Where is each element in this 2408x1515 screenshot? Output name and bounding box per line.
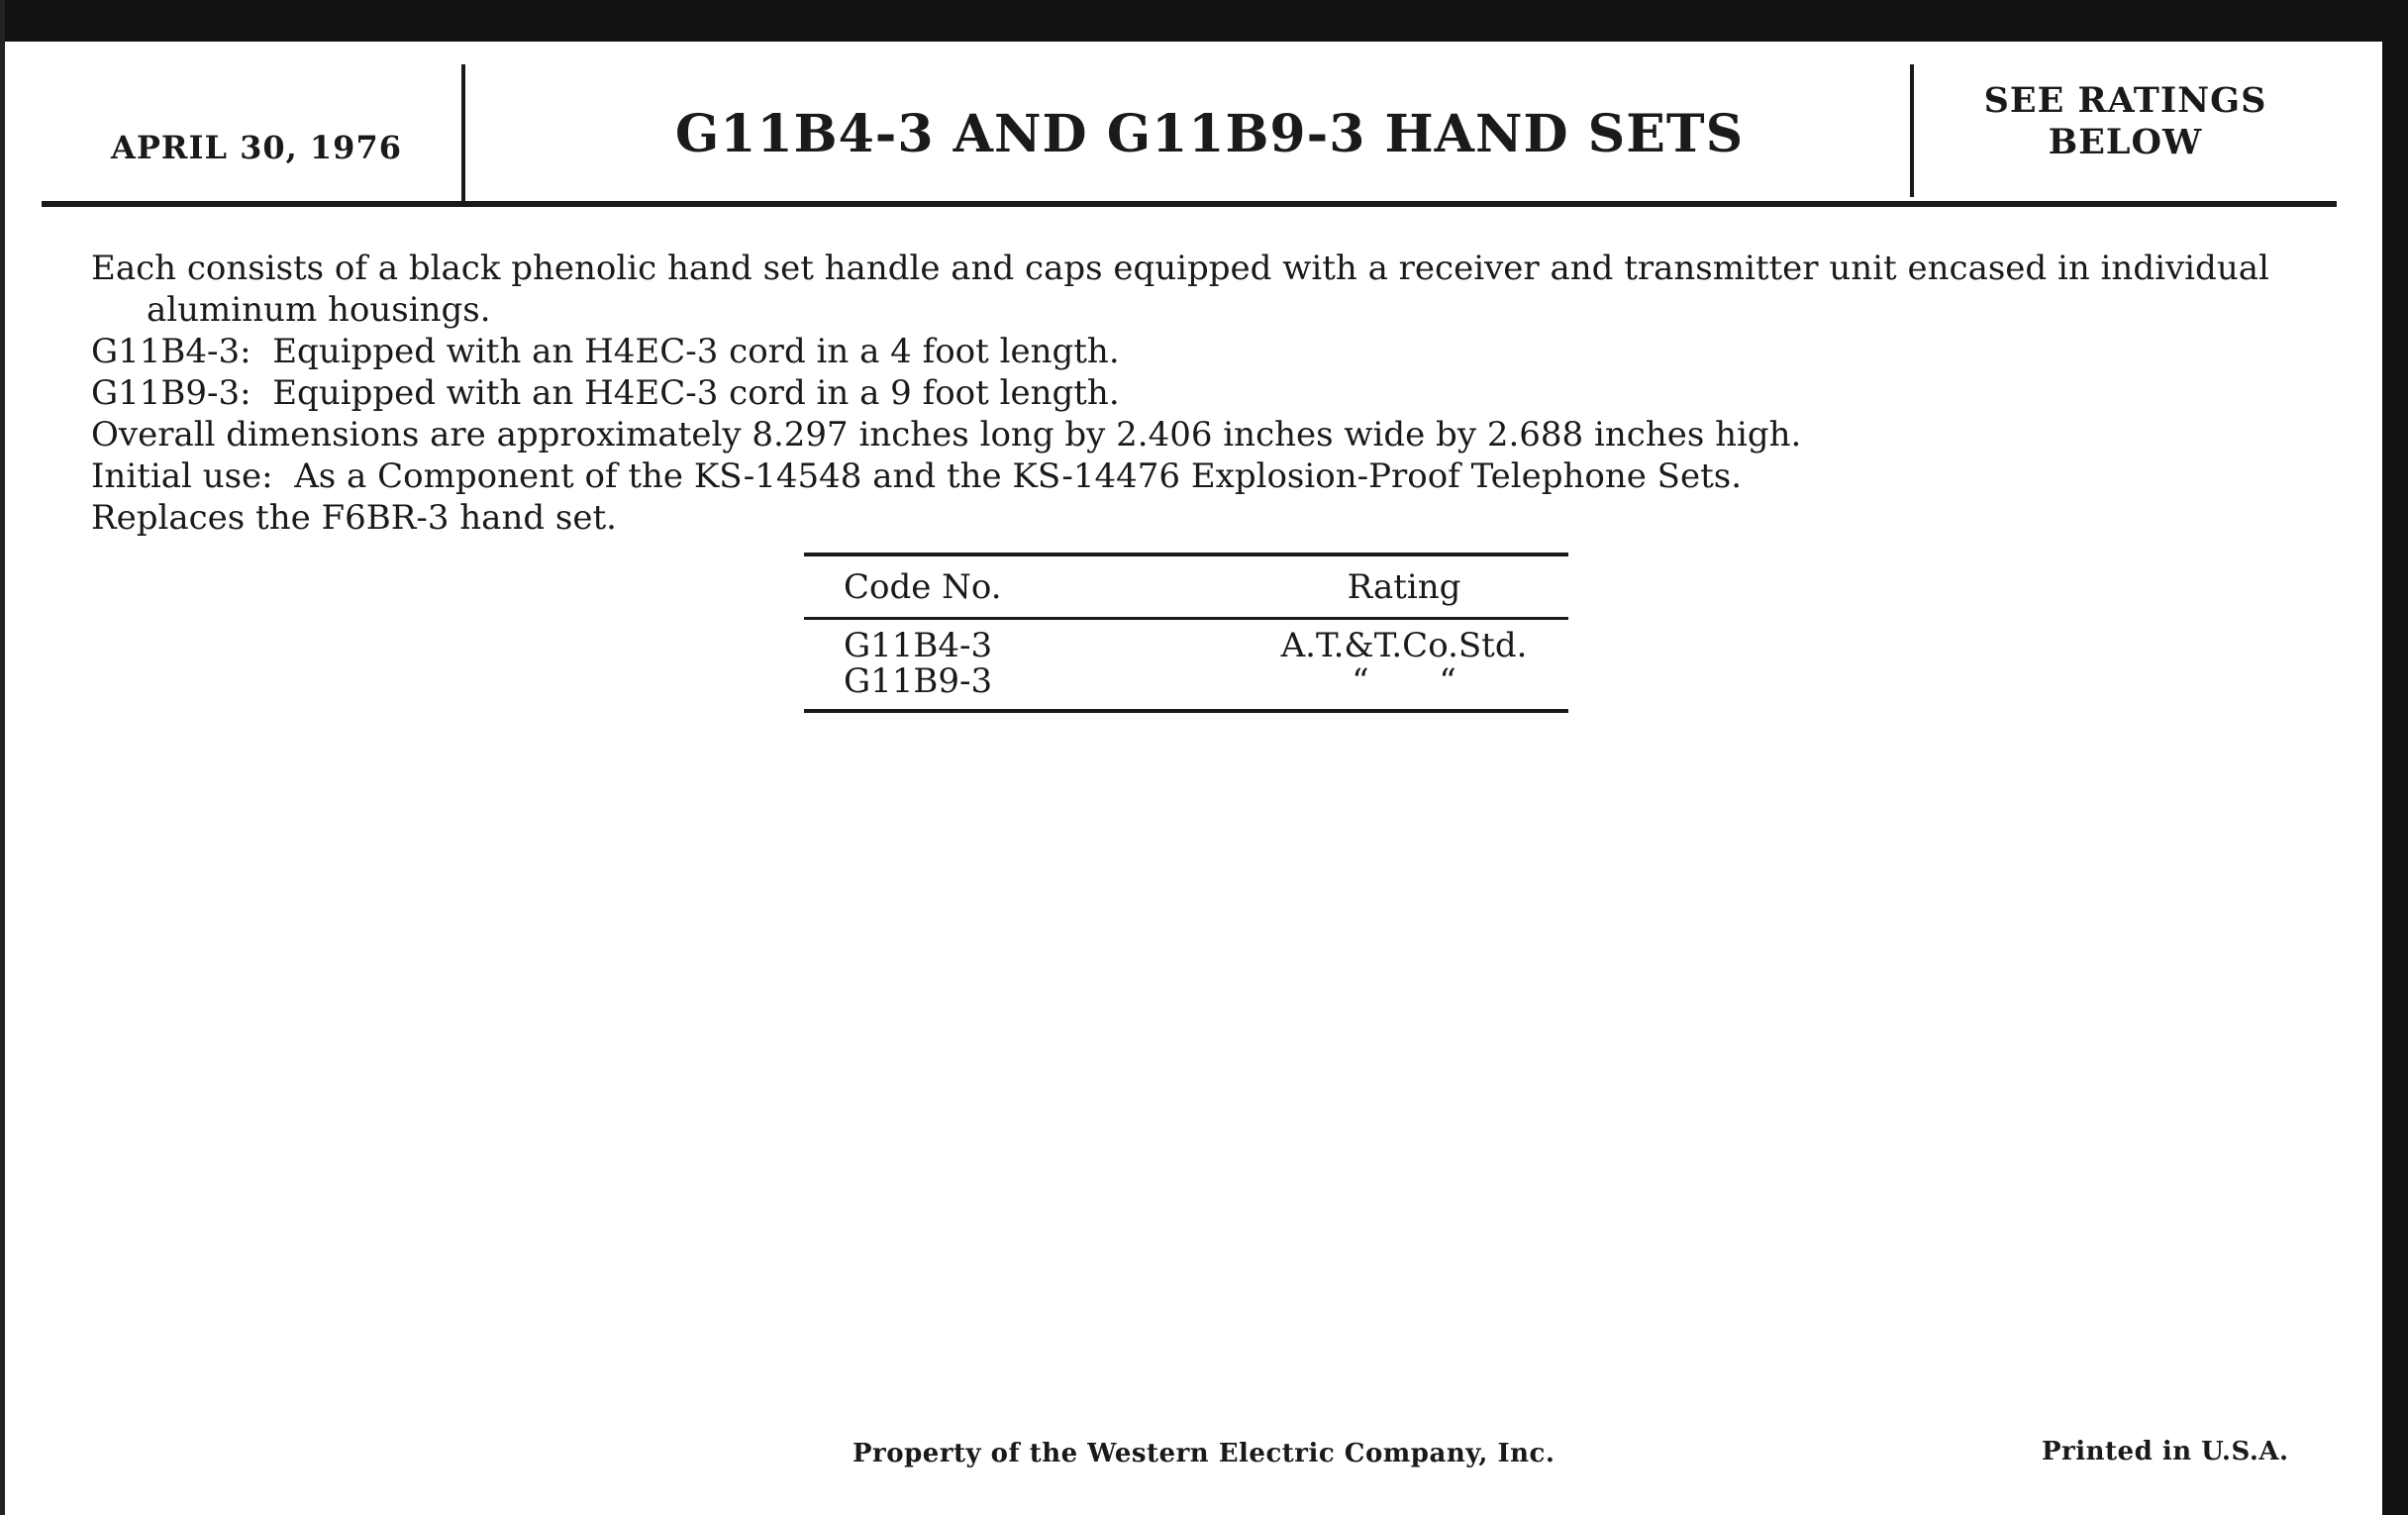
column-header-code: Code No. — [844, 566, 1002, 607]
table-cell-code: G11B9-3 — [844, 661, 993, 701]
g11b4-description: G11B4-3: Equipped with an H4EC-3 cord in a 4 foot length. — [91, 332, 1120, 371]
scan-border-right — [2382, 0, 2408, 1515]
table-rule-bottom — [804, 709, 1568, 713]
table-row — [804, 628, 1568, 663]
initial-use-line: Initial use: As a Component of the KS-14548 and the KS-14476 Explosion-Proof Telephone Sets. — [91, 456, 1743, 496]
footer-printed-notice: Printed in U.S.A. — [2042, 1437, 2289, 1466]
g11b9-description: G11B9-3: Equipped with an H4EC-3 cord in a 9 foot length. — [91, 373, 1120, 413]
table-cell-rating-ditto: “ “ — [1352, 661, 1456, 701]
table-header — [804, 556, 1568, 617]
table-row — [804, 663, 1568, 699]
intro-paragraph: Each consists of a black phenolic hand set handle and caps equipped with a receiver and transmitter unit encased in individual — [91, 249, 2269, 288]
intro-paragraph-cont: aluminum housings. — [147, 290, 491, 330]
document-title: G11B4-3 AND G11B9-3 HAND SETS — [674, 104, 1745, 164]
description-body — [91, 248, 2289, 539]
column-header-rating: Rating — [1347, 566, 1461, 607]
ratings-table — [804, 553, 1568, 713]
dimensions-line: Overall dimensions are approximately 8.297 inches long by 2.406 inches wide by 2.688 inches high. — [91, 415, 1802, 454]
table-cell-code: G11B4-3 — [844, 626, 993, 665]
table-body — [804, 620, 1568, 709]
document-header — [42, 64, 2337, 206]
header-rule — [42, 201, 2337, 207]
footer-property-notice: Property of the Western Electric Company, Inc. — [853, 1439, 1555, 1468]
replaces-line: Replaces the F6BR-3 hand set. — [91, 498, 617, 538]
scan-border-top — [0, 0, 2408, 42]
ratings-note-line1: SEE RATINGS — [1983, 80, 2267, 121]
ratings-note — [1914, 80, 2337, 163]
document-date: APRIL 30, 1976 — [111, 129, 402, 166]
table-cell-rating: A.T.&T.Co.Std. — [1280, 626, 1528, 665]
ratings-note-line2: BELOW — [2048, 122, 2203, 162]
